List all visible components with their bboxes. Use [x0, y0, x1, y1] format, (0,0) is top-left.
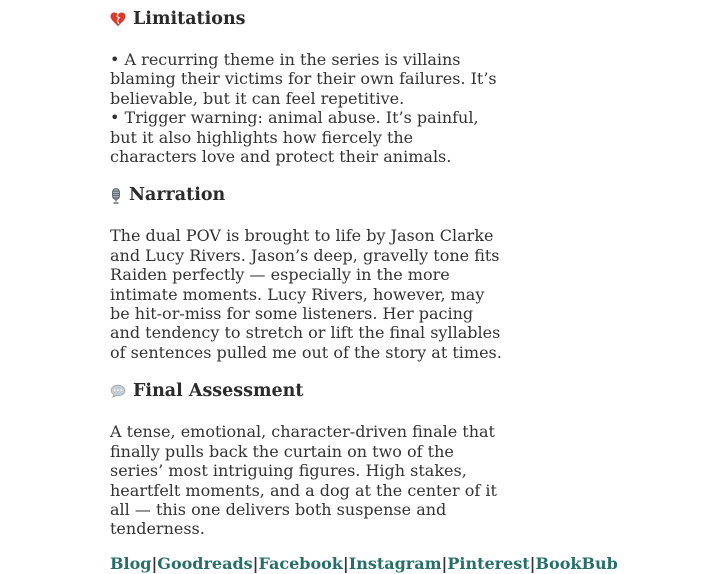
- link-instagram[interactable]: Instagram: [348, 553, 442, 573]
- paragraph-limitations: [110, 50, 502, 166]
- section-narration: [110, 185, 502, 362]
- link-separator: |: [252, 553, 259, 573]
- paragraph-text: The dual POV is brought to life by Jason Clarke and Lucy Rivers. Jason’s deep, gravelly tone fits Raiden perfectly — especially in the more intimate moments. Lucy Rivers, however, may be hit-or-miss for some listeners. Her pacing and tendency to stretch or lift the final syllables of sentences pulled me out of the story at times.: [110, 226, 502, 362]
- paragraph-text: A tense, emotional, character-driven finale that finally pulls back the curtain on two of the series’ most intriguing figures. High stakes, heartfelt moments, and a dog at the center of it all — this one delivers both suspense and tenderness.: [110, 422, 497, 539]
- paragraph-final-assessment: [110, 422, 502, 538]
- link-goodreads[interactable]: Goodreads: [157, 553, 253, 573]
- link-facebook[interactable]: Facebook: [258, 553, 343, 573]
- paragraph-narration: [110, 226, 502, 362]
- bullet-item: • A recurring theme in the series is villains blaming their victims for their own failures. It’s believable, but it can feel repetitive.: [110, 50, 497, 108]
- microphone-icon: [110, 188, 122, 204]
- section-title: Final Assessment: [133, 381, 304, 402]
- link-pinterest[interactable]: Pinterest: [447, 553, 530, 573]
- section-heading-final-assessment: [110, 381, 502, 402]
- link-blog[interactable]: Blog: [110, 553, 152, 573]
- link-separator: |: [151, 553, 158, 573]
- section-limitations: [110, 9, 502, 166]
- social-links-row: [110, 553, 618, 574]
- link-bookbub[interactable]: BookBub: [535, 553, 618, 573]
- section-heading-narration: [110, 185, 502, 206]
- bullet-item: • Trigger warning: animal abuse. It’s painful, but it also highlights how fiercely the characters love and protect their animals.: [110, 108, 479, 167]
- section-heading-limitations: [110, 9, 502, 30]
- section-final-assessment: [110, 381, 502, 538]
- section-title: Limitations: [133, 9, 246, 29]
- broken-heart-icon: [110, 12, 126, 27]
- link-separator: |: [441, 553, 448, 573]
- link-separator: |: [529, 553, 536, 573]
- section-title: Narration: [129, 185, 226, 206]
- link-separator: |: [342, 553, 349, 573]
- speech-balloon-icon: [110, 384, 126, 399]
